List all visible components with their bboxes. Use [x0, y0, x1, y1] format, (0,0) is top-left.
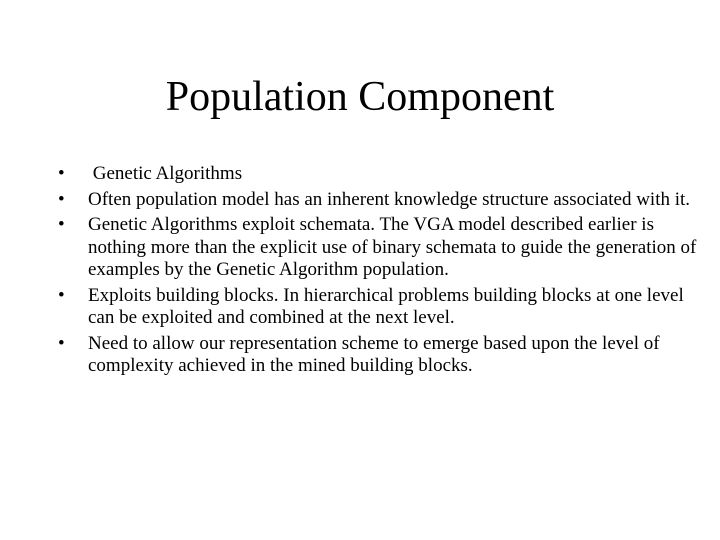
bullet-text-3: Genetic Algorithms exploit schemata. The VGA model described earlier is nothing more than the explicit use of binary schemata to guide the generation of examples by the Genetic Algorithm population. [88, 214, 697, 280]
bullet-text-4: Exploits building blocks. In hierarchical problems building blocks at one level can be exploited and combined at the next level. [88, 284, 684, 328]
bullet-marker: • [58, 332, 65, 354]
bullet-text-1: Genetic Algorithms [88, 163, 243, 184]
bullet-marker: • [58, 188, 65, 210]
bullet-marker: • [58, 214, 65, 235]
bullet-item-1 [58, 163, 698, 186]
slide-title: Population Component [165, 74, 555, 120]
bullet-marker: • [58, 163, 65, 184]
bullet-list [58, 163, 698, 381]
bullet-item-2 [58, 189, 698, 212]
bullet-marker: • [58, 284, 65, 306]
bullet-text-2: Often population model has an inherent knowledge structure associated with it. [88, 188, 691, 210]
bullet-item-3 [58, 214, 698, 282]
bullet-item-5 [58, 333, 698, 378]
bullet-text-5: Need to allow our representation scheme to emerge based upon the level of complexity achieved in the mined building blocks. [88, 332, 660, 376]
bullet-item-4 [58, 285, 698, 330]
